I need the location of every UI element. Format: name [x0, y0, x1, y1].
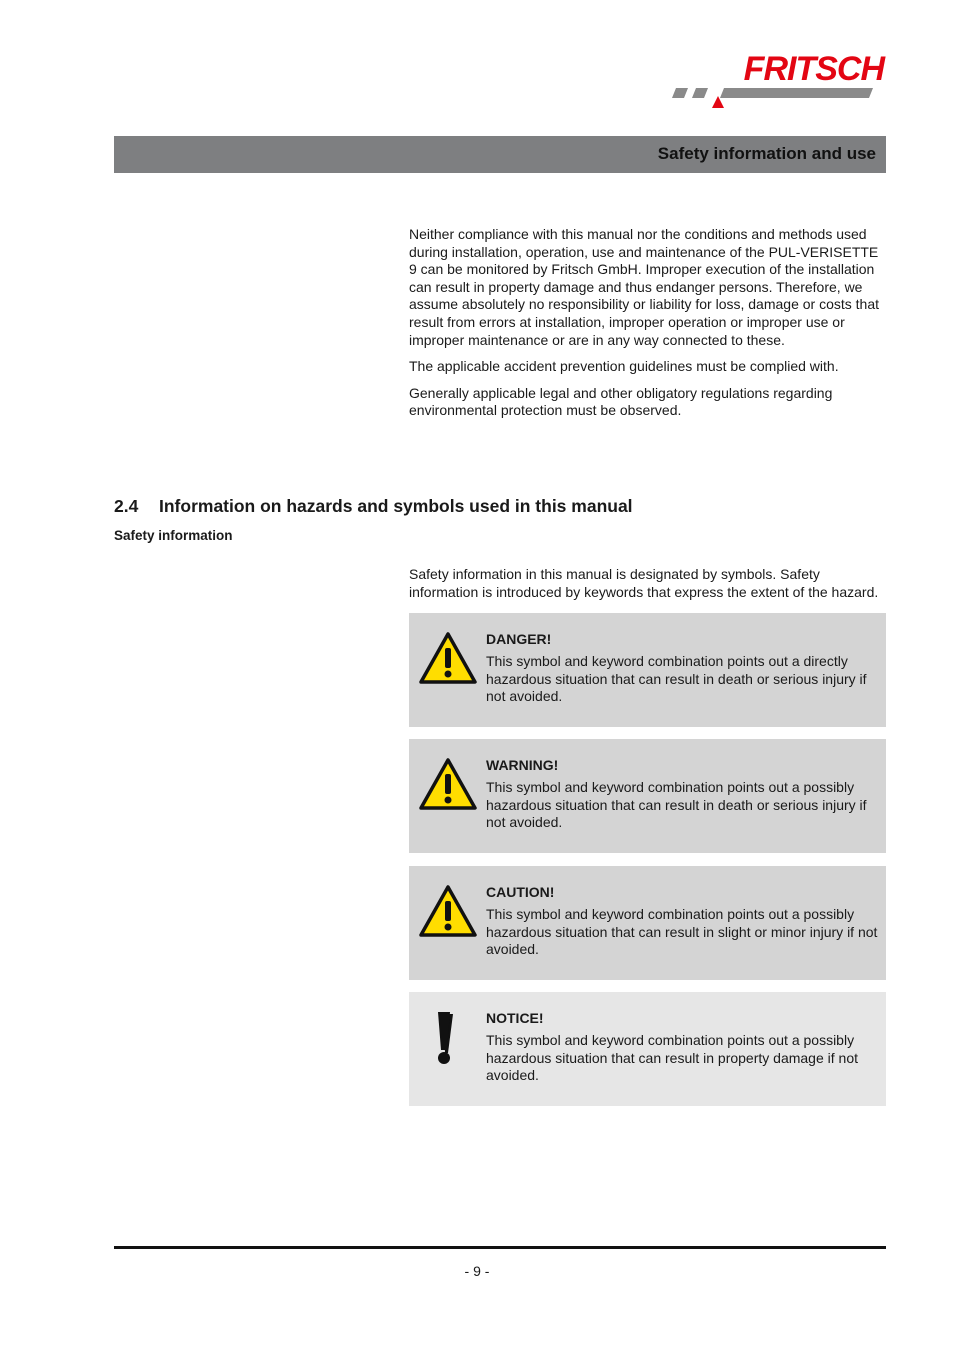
intro-paragraph-3: Generally applicable legal and other obligatory regulations regarding environmental protection must be observed.: [409, 384, 833, 419]
warning-keyword: WARNING!: [486, 757, 559, 773]
section-header-bar: [114, 136, 886, 173]
caution-keyword: CAUTION!: [486, 884, 555, 900]
logo-stripes: [668, 50, 888, 112]
subheading: Safety information: [114, 528, 233, 543]
notice-box: [409, 992, 886, 1106]
warning-triangle-icon: [418, 631, 478, 686]
caution-box: [409, 866, 886, 980]
notice-description: This symbol and keyword combination points out a possibly hazardous situation that can result in property damage if not avoided.: [486, 1032, 858, 1084]
caution-description: This symbol and keyword combination points out a possibly hazardous situation that can result in slight or minor injury if not avoided.: [486, 906, 878, 958]
header-title: Safety information and use: [657, 144, 876, 163]
warning-triangle-icon: [418, 884, 478, 939]
intro-paragraph-2: The applicable accident prevention guidelines must be complied with.: [409, 358, 839, 375]
section-title: Information on hazards and symbols used in this manual: [159, 496, 633, 516]
intro-paragraph-1: Neither compliance with this manual nor the conditions and methods used during installation, operation, use and maintenance of the PUL-VERISETTE 9 can be monitored by Fritsch GmbH. Improper execution of the installation can result in property damage and thus endanger persons. Therefore, we assume absolutely no responsibility or liability for loss, damage or costs that result from errors at installation, improper operation or improper use or improper maintenance or are in any way connected to these.: [409, 226, 879, 348]
page-number: - 9 -: [464, 1263, 490, 1279]
danger-box: [409, 613, 886, 727]
warning-box: [409, 739, 886, 853]
fritsch-logo: [668, 50, 888, 112]
notice-keyword: NOTICE!: [486, 1010, 544, 1026]
footer-rule: [114, 1246, 886, 1249]
warning-description: This symbol and keyword combination points out a possibly hazardous situation that can result in death or serious injury if not avoided.: [486, 779, 867, 831]
intro-text: [409, 226, 881, 429]
warning-triangle-icon: [418, 757, 478, 812]
section-intro: [409, 566, 881, 610]
danger-description: This symbol and keyword combination points out a directly hazardous situation that can result in death or serious injury if not avoided.: [486, 653, 867, 705]
section-heading: [114, 495, 633, 517]
section-number: 2.4: [114, 496, 139, 516]
danger-keyword: DANGER!: [486, 631, 552, 647]
exclamation-dot-icon: [433, 1010, 463, 1066]
section-intro-paragraph: Safety information in this manual is designated by symbols. Safety information is introduced by keywords that express the extent of the hazard.: [409, 566, 879, 600]
logo-wordmark: FRITSCH: [743, 50, 884, 88]
